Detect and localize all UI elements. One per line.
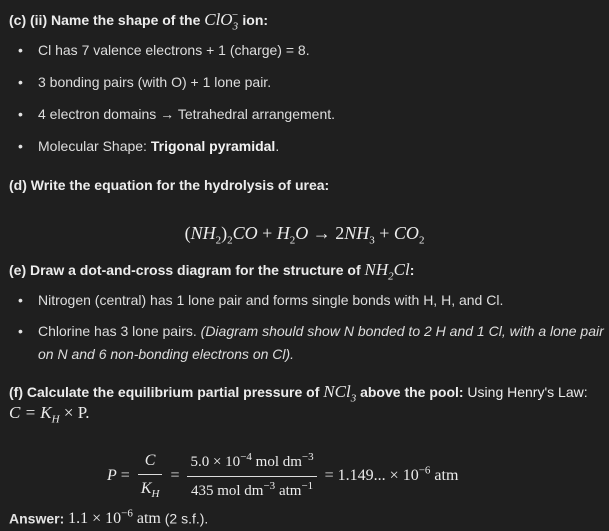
list-item: • Cl has 7 valence electrons + 1 (charge) = 8. bbox=[18, 42, 310, 58]
urea-hydrolysis-equation: $(NH_2)_2CO + H_2O \to 2NH_3 + CO_2$ bbox=[184, 223, 425, 247]
list-item-continuation: on N and 6 non-bonding electrons on Cl). bbox=[38, 346, 295, 362]
heading-suffix: ion: bbox=[238, 12, 269, 28]
chlorate-formula: ClO$_3$− bbox=[204, 9, 239, 33]
pressure-calculation: P = $\frac{C}{K_H}$ = $\frac{5.0 \times 10^{-4} mol dm^{-3}}{435 mol dm^{-3} atm^{-1}}$ = 1.149... × $10^{-6}$ atm bbox=[107, 449, 458, 503]
henrys-law-equation: $C = K_H \times P$. bbox=[9, 403, 90, 426]
section-f-heading: (f) Calculate the equilibrium partial pressure of NCl$_3$ above the pool: Using Henry's Law: bbox=[9, 382, 588, 405]
list-item: • 3 bonding pairs (with O) + 1 lone pair. bbox=[18, 74, 272, 90]
section-c-heading bbox=[9, 8, 268, 35]
section-e-heading: (e) Draw a dot-and-cross diagram for the structure of $NH_2Cl$: bbox=[9, 260, 415, 283]
final-answer: Answer: $1.1 \times 10^{-6}$ atm (2 s.f.). bbox=[9, 508, 209, 528]
fraction-c-over-kh: $\frac{C}{K_H}$ bbox=[138, 449, 163, 503]
heading-text: (c) (ii) Name the shape of the bbox=[9, 12, 205, 28]
list-item: • Molecular Shape: Trigonal pyramidal. bbox=[18, 138, 280, 154]
list-item: • 4 electron domains → Tetrahedral arrangement. bbox=[18, 106, 336, 122]
answer-label: Answer: bbox=[9, 510, 65, 527]
list-item: • Chlorine has 3 lone pairs. (Diagram should show N bonded to 2 H and 1 Cl, with a lone pair bbox=[18, 323, 604, 339]
fraction-values: $\frac{5.0 \times 10^{-4} mol dm^{-3}}{435 mol dm^{-3} atm^{-1}}$ bbox=[187, 450, 316, 503]
list-item: • Nitrogen (central) has 1 lone pair and forms single bonds with H, H, and Cl. bbox=[18, 292, 504, 308]
shape-value: Trigonal pyramidal bbox=[150, 138, 276, 154]
section-d-heading: (d) Write the equation for the hydrolysis of urea: bbox=[9, 177, 330, 193]
